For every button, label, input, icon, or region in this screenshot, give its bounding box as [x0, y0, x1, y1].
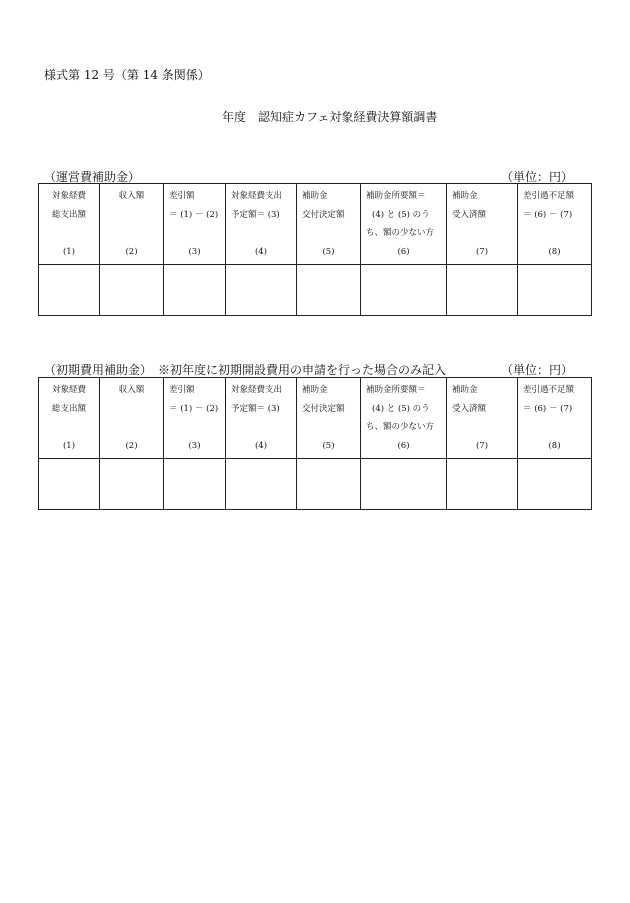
column-number: (3): [188, 441, 201, 451]
header-line: 予定額＝ (3): [231, 210, 280, 220]
column-number: (7): [475, 247, 489, 257]
header-line: 補助金: [302, 385, 328, 395]
header-line: ＝ (1) － (2): [169, 404, 219, 414]
section-1-unit: （単位：円）: [500, 170, 573, 184]
header-cell: [39, 378, 100, 459]
entry-cell[interactable]: [226, 459, 297, 510]
form-number: 様式第 12 号（第 14 条関係）: [44, 68, 210, 82]
column-number: (3): [188, 247, 201, 257]
header-line: 交付決定額: [302, 404, 345, 414]
header-cell: [447, 378, 518, 459]
header-line: 補助金: [452, 385, 478, 395]
header-line: 総支出額: [51, 404, 86, 414]
column-number: (1): [62, 247, 76, 257]
entry-cell[interactable]: [361, 459, 447, 510]
section-1-header-row: [39, 184, 592, 265]
header-line: 予定額＝ (3): [231, 404, 280, 414]
header-line: 対象経費: [51, 385, 86, 395]
entry-cell[interactable]: [518, 265, 592, 316]
section-1-entry-row: [39, 265, 592, 316]
header-cell: [164, 184, 226, 265]
header-line: 受入済額: [452, 210, 487, 220]
entry-cell[interactable]: [39, 459, 100, 510]
entry-cell[interactable]: [518, 459, 592, 510]
entry-cell[interactable]: [100, 265, 164, 316]
column-number: (8): [548, 247, 561, 257]
header-cell: [518, 378, 592, 459]
header-line: 差引額: [169, 191, 195, 201]
header-cell: [447, 184, 518, 265]
column-number: (5): [322, 441, 335, 451]
header-line: 補助金所要額＝: [366, 385, 426, 395]
column-number: (6): [397, 441, 410, 451]
header-line: (4) と (5) のう: [372, 404, 430, 414]
section-2-header-row: [39, 378, 592, 459]
column-number: (4): [254, 247, 268, 257]
header-line: ち、額の少ない方: [366, 228, 435, 238]
section-2-table: [38, 377, 592, 510]
header-cell: [297, 184, 361, 265]
header-cell: [361, 184, 447, 265]
header-line: ＝ (6) － (7): [523, 404, 573, 414]
header-cell: [100, 378, 164, 459]
column-number: (5): [322, 247, 335, 257]
header-line: 補助金: [452, 191, 478, 201]
section-1-table: [38, 183, 592, 316]
header-line: 収入額: [118, 191, 145, 201]
header-cell: [226, 184, 297, 265]
section-2-unit: （単位：円）: [500, 363, 573, 377]
entry-cell[interactable]: [297, 265, 361, 316]
entry-cell[interactable]: [226, 265, 297, 316]
column-number: (1): [62, 441, 76, 451]
header-cell: [164, 378, 226, 459]
column-number: (8): [548, 441, 561, 451]
section-1-label: （運営費補助金）: [44, 170, 141, 184]
header-line: ち、額の少ない方: [366, 422, 435, 432]
header-line: 差引過不足額: [523, 191, 575, 201]
header-line: 受入済額: [452, 404, 487, 414]
section-2-entry-row: [39, 459, 592, 510]
column-number: (2): [125, 441, 138, 451]
document-title: 年度 認知症カフェ対象経費決算額調書: [222, 110, 438, 124]
column-number: (2): [125, 247, 138, 257]
column-number: (4): [254, 441, 268, 451]
header-line: 総支出額: [51, 210, 86, 220]
header-line: 交付決定額: [302, 210, 345, 220]
header-line: ＝ (1) － (2): [169, 210, 219, 220]
entry-cell[interactable]: [297, 459, 361, 510]
header-line: ＝ (6) － (7): [523, 210, 573, 220]
section-2-label: （初期費用補助金） ※初年度に初期開設費用の申請を行った場合のみ記入: [44, 363, 447, 377]
header-line: 対象経費支出: [231, 191, 283, 201]
header-line: 補助金: [302, 191, 328, 201]
entry-cell[interactable]: [164, 459, 226, 510]
entry-cell[interactable]: [100, 459, 164, 510]
column-number: (6): [397, 247, 410, 257]
header-line: 対象経費支出: [231, 385, 283, 395]
header-line: 収入額: [118, 385, 145, 395]
header-line: 差引額: [169, 385, 195, 395]
entry-cell[interactable]: [447, 459, 518, 510]
header-cell: [39, 184, 100, 265]
entry-cell[interactable]: [361, 265, 447, 316]
header-line: 差引過不足額: [523, 385, 575, 395]
entry-cell[interactable]: [164, 265, 226, 316]
header-cell: [297, 378, 361, 459]
header-cell: [100, 184, 164, 265]
header-line: 補助金所要額＝: [366, 191, 426, 201]
header-cell: [226, 378, 297, 459]
header-line: (4) と (5) のう: [372, 210, 430, 220]
entry-cell[interactable]: [39, 265, 100, 316]
entry-cell[interactable]: [447, 265, 518, 316]
header-line: 対象経費: [51, 191, 86, 201]
column-number: (7): [475, 441, 489, 451]
header-cell: [518, 184, 592, 265]
header-cell: [361, 378, 447, 459]
